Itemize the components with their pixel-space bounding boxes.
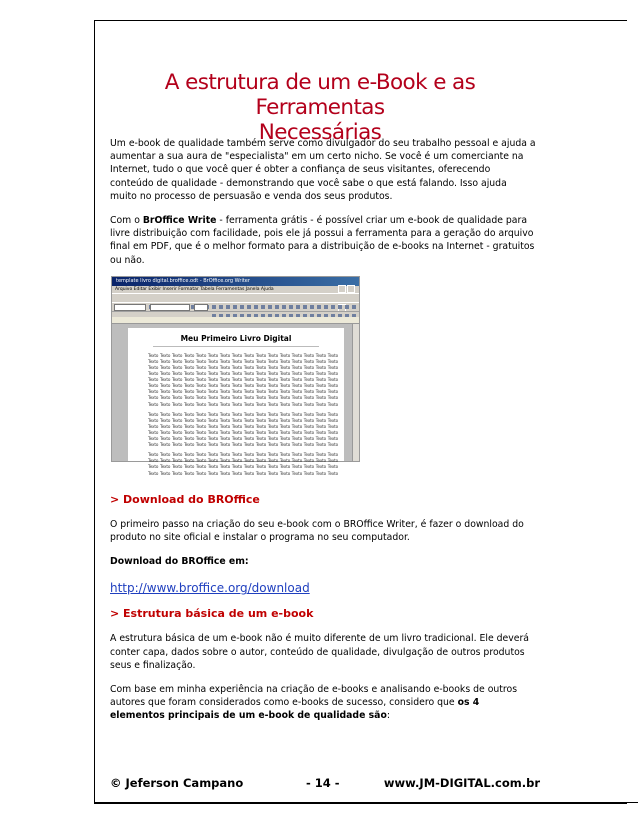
elementos-paragraph: Com base em minha experiência na criação de e-books e analisando e-books de outros autores que foram considerados como e-books de sucesso, considero que os 4 elementos principais de um e-book de qualidade são: bbox=[110, 684, 518, 722]
window-controls-icon bbox=[337, 278, 357, 285]
writer-menu-bar: Arquivo Editar Exibir Inserir Formatar Tabela Ferramentas Janela Ajuda bbox=[115, 286, 274, 292]
footer-author: © Jeferson Campano bbox=[110, 776, 244, 790]
footer-page-number: - 14 - bbox=[306, 776, 340, 790]
page-content bbox=[110, 137, 536, 723]
broffice-paragraph: Com o BrOffice Write - ferramenta grátis - é possível criar um e-book de qualidade para livre distribuição com facilidade, pois ele já possui a ferramenta para a geração do arquivo final em PDF, que é o melhor formato para a distribuição de e-books na Internet - gratuitos ou não. bbox=[110, 215, 535, 266]
writer-toolbar-extra bbox=[112, 310, 359, 316]
title-line-2: Necessárias bbox=[258, 120, 382, 145]
download-paragraph: O primeiro passo na criação do seu e-book com o BROffice Writer, é fazer o download do produto no site oficial e instalar o programa no seu computador. bbox=[110, 518, 524, 544]
writer-title-bar bbox=[112, 277, 359, 286]
estrutura-paragraph: A estrutura básica de um e-book não é muito diferente de um livro tradicional. Ele deverá conter capa, dados sobre o autor, conteúdo de qualidade, divulgação de outros produtos seus e finalização. bbox=[110, 633, 529, 671]
download-label: Download do BROffice em: bbox=[110, 556, 249, 568]
broffice-write-bold: BrOffice Write bbox=[142, 215, 217, 227]
writer-page bbox=[128, 328, 344, 476]
writer-ruler bbox=[112, 317, 359, 324]
writer-page-title: Meu Primeiro Livro Digital bbox=[180, 333, 292, 343]
writer-screenshot-image bbox=[111, 276, 360, 476]
heading-estrutura-ebook: > Estrutura básica de um e-book bbox=[110, 607, 314, 621]
writer-page-rule bbox=[153, 346, 319, 347]
heading-download-broffice: > Download do BROffice bbox=[110, 492, 260, 506]
footer-site: www.JM-DIGITAL.com.br bbox=[383, 776, 540, 790]
page-footer bbox=[110, 775, 540, 791]
broffice-download-link[interactable]: http://www.broffice.org/download bbox=[110, 581, 310, 596]
writer-scrollbar bbox=[352, 324, 359, 461]
page-title bbox=[110, 70, 530, 145]
writer-window-title: template livro digital.broffice.odt - BrOffice.org Writer bbox=[116, 277, 250, 284]
elementos-bold: os 4 elementos principais de um e-book de qualidade são bbox=[110, 697, 480, 722]
title-line-1: A estrutura de um e-Book e as Ferramentas bbox=[164, 70, 476, 120]
writer-page-text: Texto Texto Texto Texto Texto Texto Texto Texto Texto Texto Texto Texto Texto Texto Texto Texto Texto Texto Texto Texto Texto Texto Texto Texto Texto Texto Texto Texto Texto Texto Texto Texto Texto Texto Texto Texto Texto Texto Texto Texto Texto Texto Texto Texto Texto Texto Texto Texto Texto Texto Texto Texto Texto Texto Texto Texto Texto Texto Texto Texto Texto Texto Texto Texto Texto Texto Texto Texto Texto Texto Texto Texto Texto Texto Texto Texto Texto Texto Texto Texto Texto Texto Texto Texto Texto Texto Texto Texto Texto Texto Texto Texto Texto Texto Texto Texto Texto Texto Texto Texto Texto Texto Texto Texto Texto Texto Texto Texto Texto Texto Texto Texto Texto Texto Texto Texto Texto Texto Texto Texto Texto Texto Texto Texto Texto Texto Texto Texto Texto Texto Texto Texto Texto Texto Texto Texto Texto Texto Texto Texto Texto Texto Texto Texto Texto Texto Texto Texto Texto Texto Texto Texto Texto Texto Texto Texto Texto Texto Texto Texto Texto Texto Texto Texto Texto Texto Texto Texto Texto Texto Texto Texto Texto Texto Texto Texto Texto Texto Texto Texto Texto Texto Texto Texto Texto Texto Texto Texto Texto Texto Texto Texto Texto Texto Texto Texto Texto Texto Texto Texto Texto Texto Texto Texto Texto Texto Texto Texto Texto Texto Texto Texto Texto Texto Texto Texto Texto Texto Texto Texto Texto Texto Texto Texto Texto Texto Texto Texto Texto Texto Texto Texto Texto Texto Texto Texto Texto Texto Texto Texto Texto Texto Texto Texto Texto Texto Texto Texto Texto Texto Texto Texto Texto Texto Texto Texto Texto Texto Texto Texto Texto Texto Texto Texto Texto Texto Texto Texto Texto Texto Texto Texto Texto Texto Texto Texto Texto Texto Texto Texto Texto Texto Texto Texto Texto Texto Texto Texto Texto Texto Texto Texto Texto Texto Texto Texto Texto Texto Texto Texto Texto Texto Texto Texto bbox=[148, 352, 339, 476]
intro-paragraph: Um e-book de qualidade também serve como divulgador do seu trabalho pessoal e ajuda a aumentar a sua aura de "especialista" em um certo nicho. Se você é um comerciante na Internet, tudo o que você quer é obter a confiança de seus visitantes, oferecendo conteúdo de qualidade - demonstrando que você sabe o que está falando. Isso ajuda muito no processo de persuasão e venda dos seus produtos. bbox=[110, 138, 536, 202]
page-frame-bottom-rule bbox=[94, 802, 638, 803]
writer-document-area bbox=[112, 324, 353, 476]
